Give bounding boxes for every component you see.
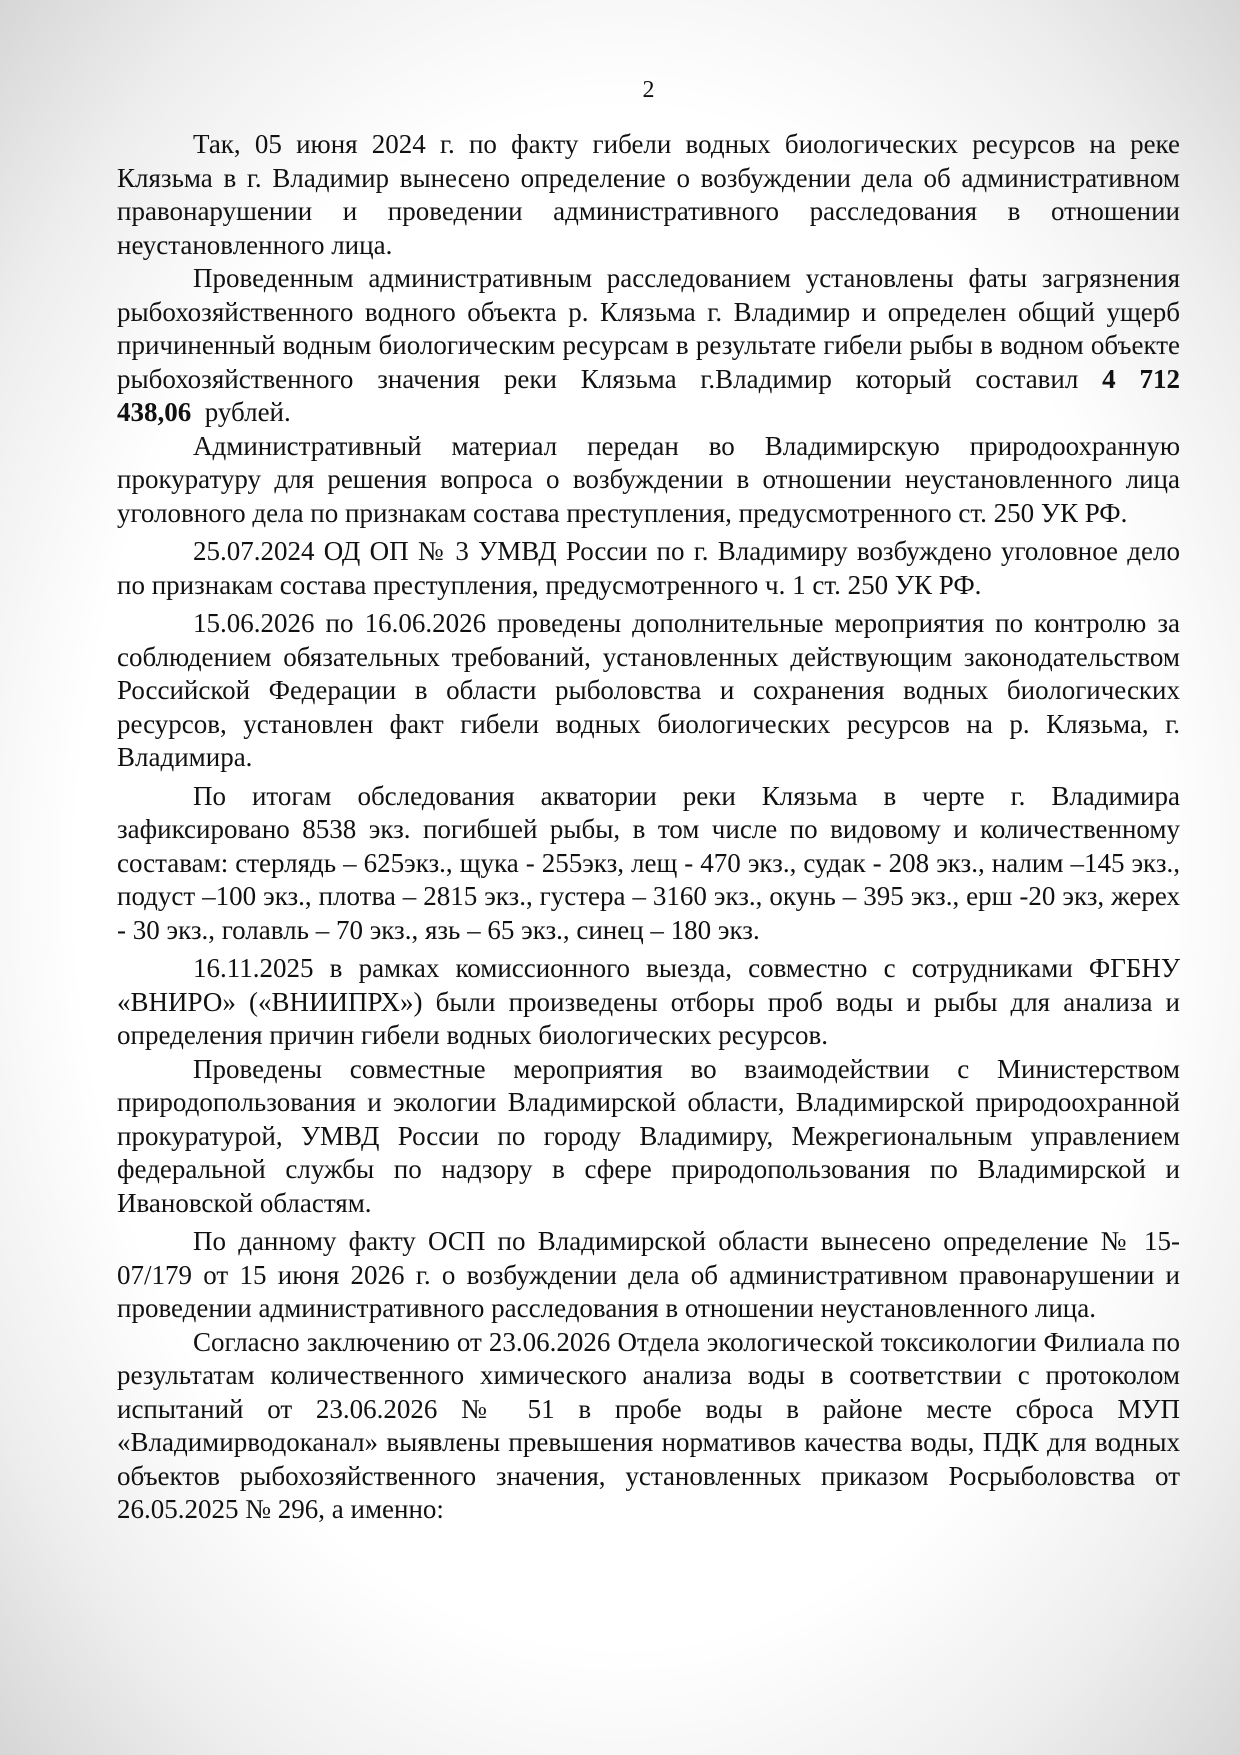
paragraph-5: 15.06.2026 по 16.06.2026 проведены дополнительные мероприятия по контролю за соблюдением обязательных требований, установленных действующим законодательством Российской Федерации в области рыболовства и сохранения водных биологических ресурсов, установлен факт гибели водных биологических ресурсов на р. Клязьма, г. Владимира.: [117, 608, 1180, 772]
paragraph-7: 16.11.2025 в рамках комиссионного выезда, совместно с сотрудниками ФГБНУ «ВНИРО» («ВНИИПРХ») были произведены отборы проб воды и рыбы для анализа и определения причин гибели водных биологических ресурсов.: [117, 953, 1180, 1050]
paragraph-8: Проведены совместные мероприятия во взаимодействии с Министерством природопользования и экологии Владимирской области, Владимирской природоохранной прокуратурой, УМВД России по городу Владимиру, Межрегиональным управлением федеральной службы по надзору в сфере природопользования по Владимирской и Ивановской областям.: [117, 1053, 1180, 1218]
paragraph-1: Так, 05 июня 2024 г. по факту гибели водных биологических ресурсов на реке Клязьма в г. Владимир вынесено определение о возбуждении дела об административном правонарушении и проведении административного расследования в отношении неустановленного лица.: [117, 129, 1180, 260]
page-number: 2: [642, 77, 655, 103]
paragraph-6: По итогам обследования акватории реки Клязьма в черте г. Владимира зафиксировано 8538 экз. погибшей рыбы, в том числе по видовому и количественному составам: стерлядь – 625экз., щука - 255экз, лещ - 470 экз., судак - 208 экз., налим –145 экз., подуст –100 экз., плотва – 2815 экз., густера – 3160 экз., окунь – 395 экз., ерш -20 экз, жерех - 30 экз., голавль – 70 экз., язь – 65 экз., синец – 180 экз.: [117, 780, 1180, 945]
paragraph-3: Административный материал передан во Владимирскую природоохранную прокуратуру для решения вопроса о возбуждении в отношении неустановленного лица уголовного дела по признакам состава преступления, предусмотренного ст. 250 УК РФ.: [117, 430, 1180, 528]
paragraph-2: [117, 262, 1180, 430]
paragraph-2-text: Проведенным административным расследованием установлены фаты загрязнения рыбохозяйственного водного объекта р. Клязьма г. Владимир и определен общий ущерб причиненный водным биологическим ресурсам в результате гибели рыбы в водном объекте рыбохозяйственного значения реки Клязьма г.Владимир который составил: [117, 263, 1180, 394]
document-page: [117, 70, 1180, 1527]
damage-amount: 4 712 438,06: [117, 363, 1180, 427]
paragraph-2-currency: рублей.: [204, 397, 291, 427]
paragraph-10: Согласно заключению от 23.06.2026 Отдела экологической токсикологии Филиала по результатам количественного химического анализа воды в соответствии с протоколом испытаний от 23.06.2026 № 51 в пробе воды в районе месте сброса МУП «Владимирводоканал» выявлены превышения нормативов качества воды, ПДК для водных объектов рыбохозяйственного значения, установленных приказом Росрыболовства от 26.05.2025 № 296, а именно:: [117, 1326, 1180, 1524]
paragraph-9: По данному факту ОСП по Владимирской области вынесено определение № 15-07/179 от 15 июня 2026 г. о возбуждении дела об административном правонарушении и проведении административного расследования в отношении неустановленного лица.: [117, 1226, 1180, 1323]
paragraph-4: 25.07.2024 ОД ОП № 3 УМВД России по г. Владимиру возбуждено уголовное дело по признакам состава преступления, предусмотренного ч. 1 ст. 250 УК РФ.: [117, 536, 1180, 600]
